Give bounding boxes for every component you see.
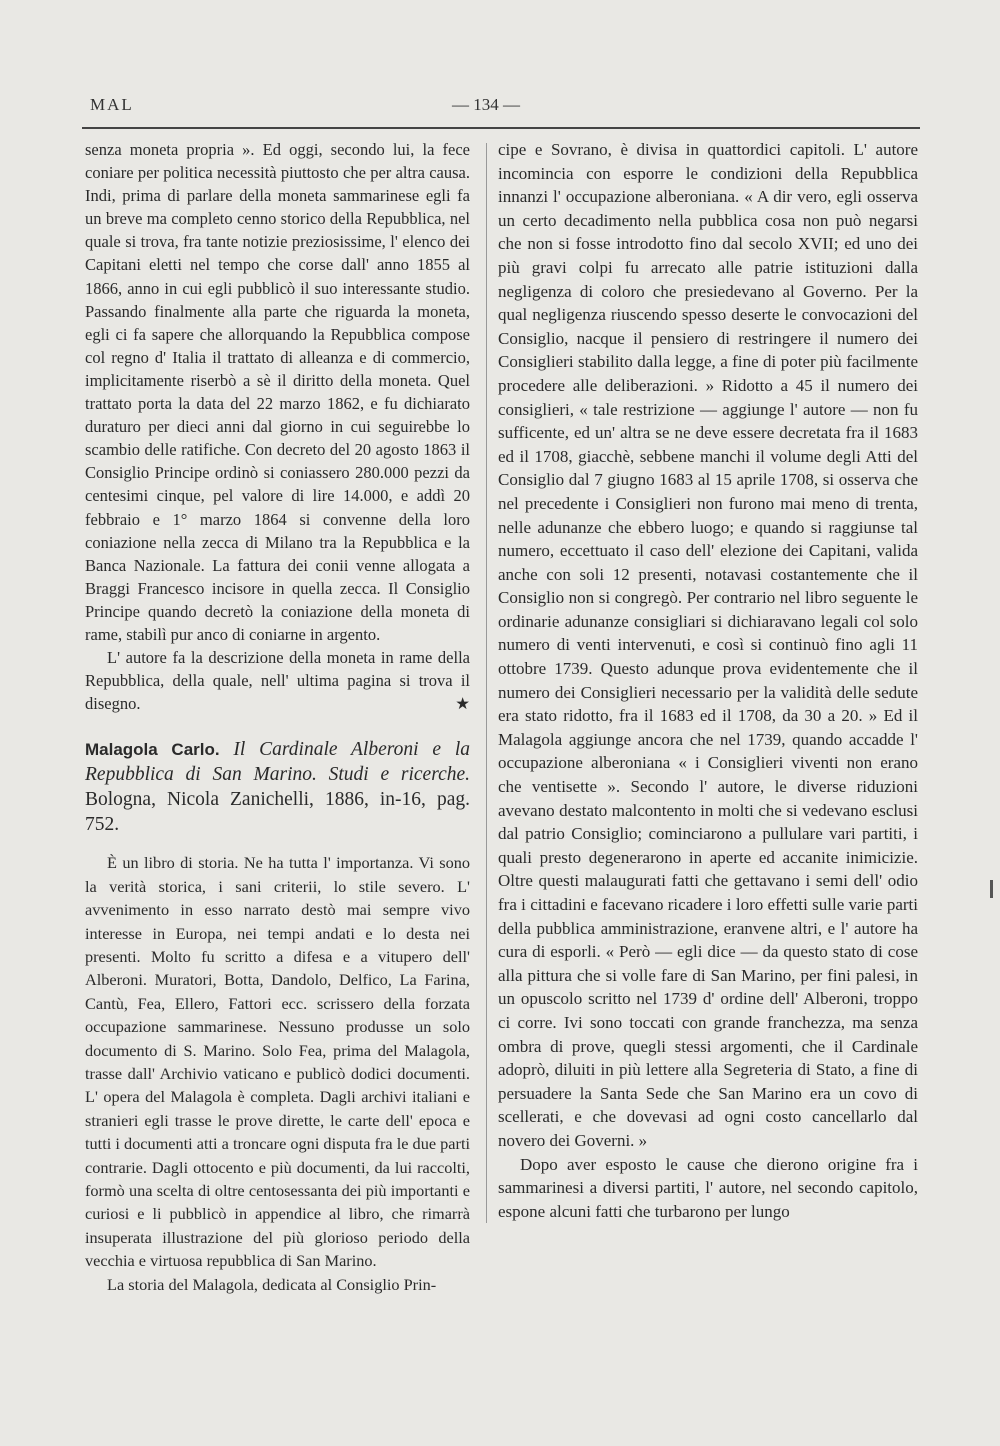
entry-imprint: Bologna, Nicola Zanichelli, 1886, in-16, pag. 752.: [85, 789, 470, 836]
header-rule: [82, 127, 920, 129]
left-column: [85, 138, 470, 1296]
reviewer-star-mark: ★: [455, 694, 470, 714]
running-head: MAL: [90, 95, 134, 114]
author-note-text: L' autore fa la descrizione della moneta in rame della Repubblica, della quale, nell' ultima pagina si trova il disegno.: [85, 648, 470, 714]
entry-title: Il Cardinale Alberoni e la Repubblica di San Marino.: [85, 739, 470, 786]
bibliographic-entry: [85, 737, 470, 837]
right-column: [498, 138, 918, 1223]
column-divider: [486, 143, 487, 1223]
left-paragraph-continued: senza moneta propria ». Ed oggi, secondo lui, la fece coniare per politica necessità piuttosto che per altra causa. Indi, prima di parlare della moneta sammarinese egli fa un breve ma completo cenno storico della Repubblica, nel quale si trova, fra tante notizie preziosissime, l' elenco dei Capitani eletti nel tempo che corse dall' anno 1855 al 1866, anno in cui egli pubblicò il suo interessante studio. Passando finalmente alla parte che riguarda la moneta, egli ci fa sapere che allorquando la Repubblica compose col regno d' Italia il trattato di alleanza e di commercio, implicitamente riserbò a sè il diritto della moneta. Quel trattato porta la data del 22 marzo 1862, e fu dichiarato duraturo per dieci anni dal giorno in cui seguirebbe lo scambio delle ratifiche. Con decreto del 20 agosto 1863 il Consiglio Principe ordinò si coniassero 280.000 pezzi da centesimi cinque, pel valore di lire 14.000, e addì 20 febbraio e 1° marzo 1864 si convenne della loro coniazione nella zecca di Milano tra la Repubblica e la Banca Nazionale. La fattura dei conii venne allogata a Braggi Francesco incisore in quella zecca. Il Consiglio Principe quando decretò la coniazione della moneta di rame, stabilì pur anco di coniarne in argento.: [85, 140, 470, 644]
entry-author: Malagola Carlo.: [85, 740, 220, 760]
left-paragraph-author-note: [85, 646, 470, 715]
right-paragraph-continued: cipe e Sovrano, è divisa in quattordici capitoli. L' autore incomincia con esporre le condizioni della Repubblica innanzi l' occupazione alberoniana. « A dir vero, egli osserva un certo decadimento nella pubblica cosa non può negarsi che non si fosse introdotto fino dal secolo XVII; ed uno dei più gravi colpi fu arrecato alle patrie istituzioni dalla negligenza di coloro che presiedevano al Governo. Per la qual negligenza riuscendo spesso deserte le convocazioni del Consiglio, nacque il pensiero di restringere il numero dei Consiglieri stabilito dalla legge, a fine di poter più facilmente procedere alle deliberazioni. » Ridotto a 45 il numero dei consiglieri, « tale restrizione — aggiunge l' autore — non fu sufficente, ed un' altra se ne deve essere decretata fra il 1683 ed il 1708, giacchè, sebbene manchi il volume degli Atti del Consiglio dal 7 giugno 1683 al 15 aprile 1708, si osserva che nel precedente i Consiglieri non furono mai meno di trenta, nelle adunanze che ebbero luogo; e quando si raggiunse tal numero, eccettuato il caso dell' elezione dei Capitani, valida anche con soli 12 presenti, notavasi costantemente che il Consiglio non si congregò. Per contrario nel libro seguente le ordinarie adunanze consigliari si dichiaravano legali col solo numero di venti intervenuti, e così si continuò fino agli 11 ottobre 1739. Questo adunque prova evidentemente che il numero dei Consiglieri necessario per la validità delle sedute era stato ridotto, fra il 1683 ed il 1708, da 30 a 20. » Ed il Malagola aggiunge ancora che nel 1739, quando accadde l' occupazione alberoniana « i Consiglieri viventi non erano che ventisette ». Secondo l' autore, le diverse riduzioni avevano destato malcontento in molti che si vedevano esclusi dal patrio Consiglio; cominciarono a pullulare vari partiti, i quali presto degenerarono in aperte ed accanite inimicizie. Oltre questi malaugurati fatti che gettavano i semi dell' odio fra i cittadini e facevano ricadere i loro effetti sulle varie parti della pubblica amministrazione, eranvene altri, e l' autore ha cura di esporli. « Però — egli dice — da questo stato di cose alla pittura che si volle fare di San Marino, per fini palesi, in un opuscolo scritto nel 1739 d' ordine dell' Alberoni, troppo ci corre. Ivi sono toccati con grande franchezza, ma senza ombra di prove, quegli stessi argomenti, che il Cardinale adoprò, diluiti in più lettere alla Segreteria di Stato, a fine di persuadere la Santa Sede che San Marino era un covo di scellerati, e che dovevasi ad ogni costo cancellarlo dal novero dei Governi. »: [498, 140, 918, 1150]
margin-mark: [990, 880, 993, 898]
review-paragraph-1: È un libro di storia. Ne ha tutta l' importanza. Vi sono la verità storica, i sani criterii, lo stile severo. L' avvenimento in esso narrato destò mai sempre vivo interesse in Europa, nei tempi andati e lo desta nei presenti. Molto fu scritto a difesa e a vitupero dell' Alberoni. Muratori, Botta, Dandolo, Delfico, La Farina, Cantù, Fea, Ellero, Fattori ecc. scrissero della forzata occupazione sammarinese. Nessuno produsse un solo documento di S. Marino. Solo Fea, prima del Malagola, trasse dall' Archivio vaticano e publicò dodici documenti. L' opera del Malagola è completa. Dagli archivi italiani e stranieri egli trasse le prove dirette, le carte dell' epoca e tutti i documenti atti a troncare ogni disputa fra le due parti contrarie. Dagli ottocento e più documenti, da lui raccolti, formò una scelta di oltre centosessanta dei più importanti e curiosi e li pubblicò in appendice al libro, che rimarrà insuperata illustrazione del più glorioso periodo della vecchia e virtuosa repubblica di San Marino.: [85, 853, 470, 1271]
review-paragraph-2-start: La storia del Malagola, dedicata al Consiglio Prin-: [107, 1274, 437, 1294]
page-number: — 134 —: [452, 95, 520, 114]
entry-subtitle: Studi e ricerche.: [328, 764, 471, 786]
right-paragraph-2: Dopo aver esposto le cause che dierono origine fra i sammarinesi a diversi partiti, l' autore, nel secondo capitolo, espone alcuni fatti che turbarono per lungo: [498, 1154, 918, 1221]
